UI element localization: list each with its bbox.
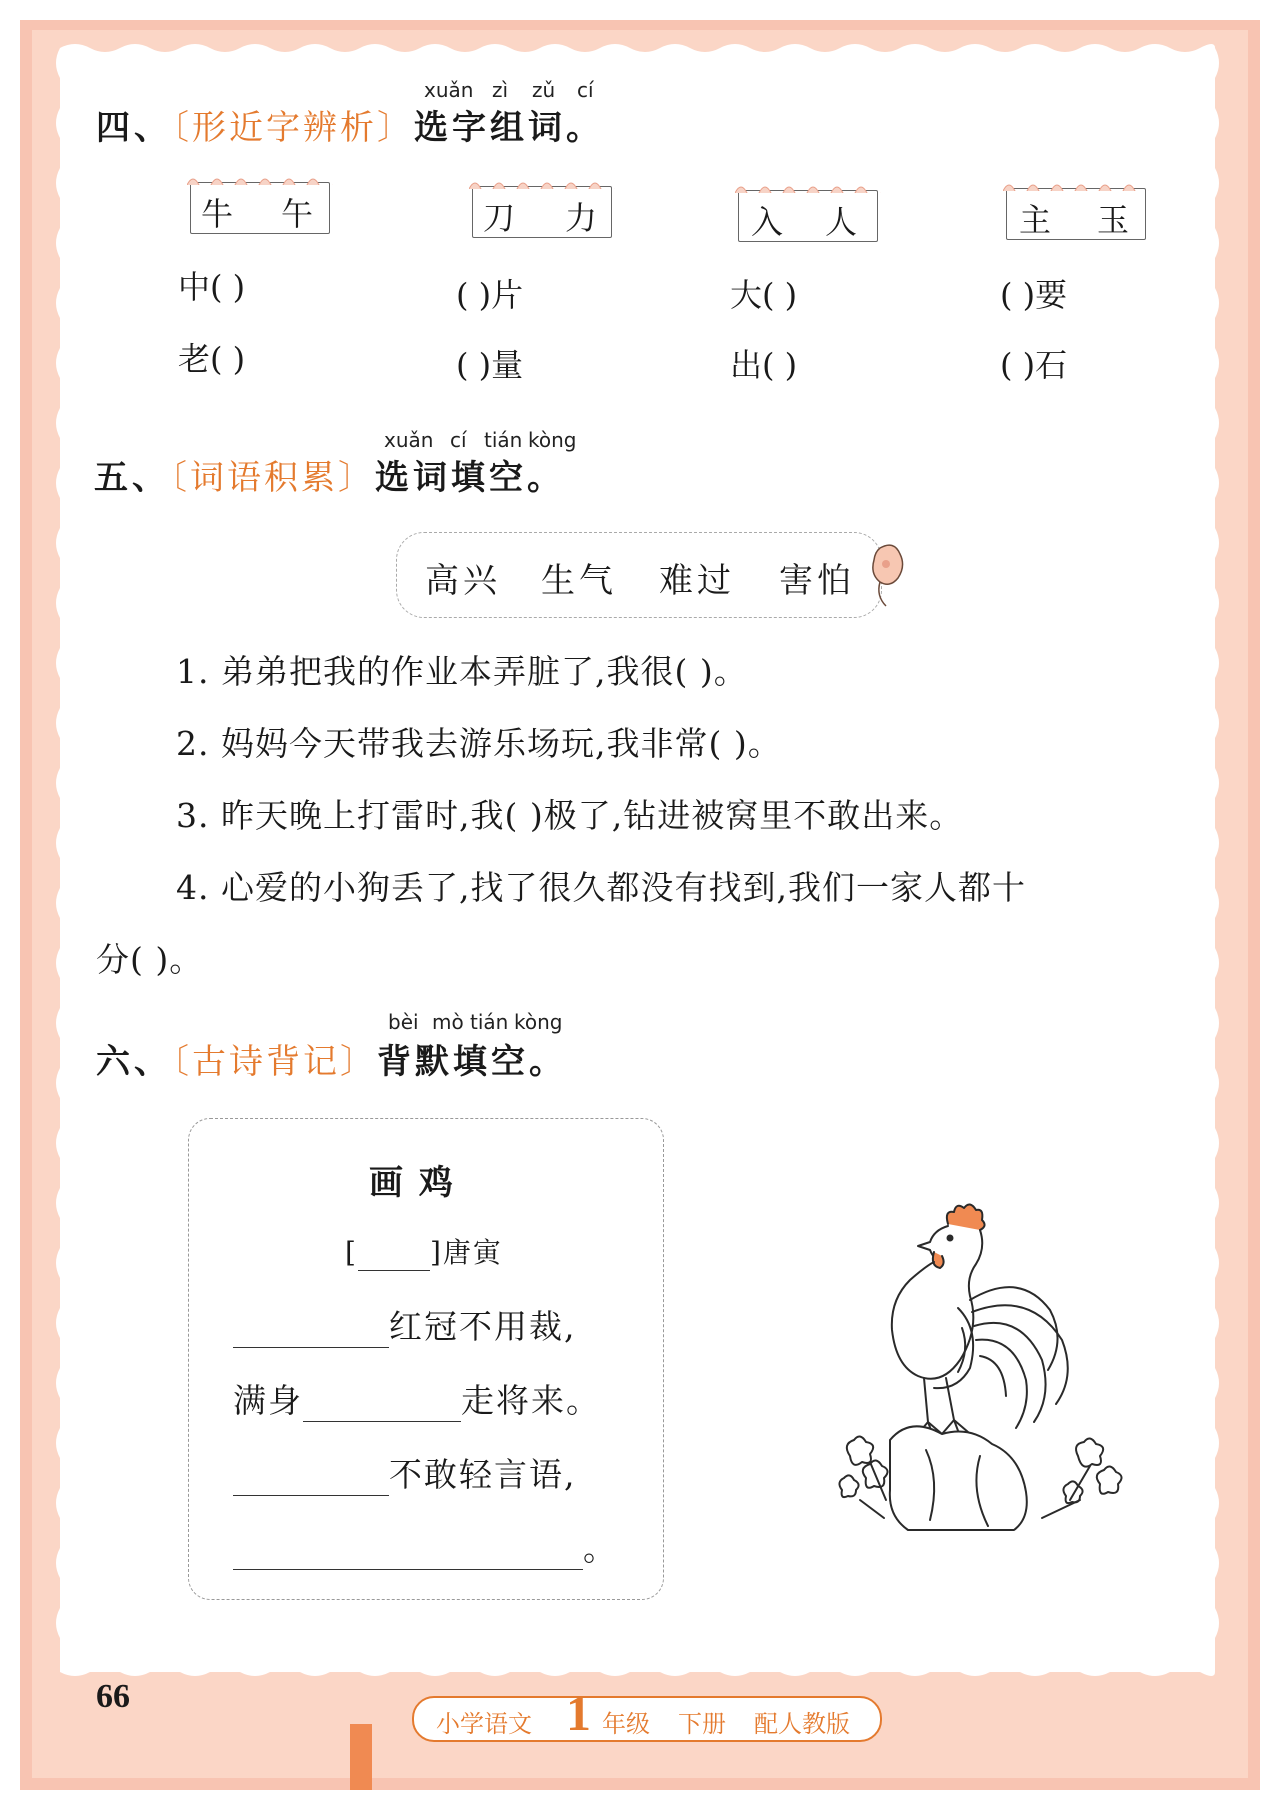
poem-line-2 [233, 1375, 601, 1422]
char-pair-box [738, 190, 878, 242]
footer-term: 下册 [678, 1710, 726, 1738]
sentence-3[interactable]: 3. 昨天晚上打雷时,我( )极了,钻进被窝里不敢出来。 [176, 796, 964, 835]
sentence-1[interactable]: 1. 弟弟把我的作业本弄脏了,我很( )。 [176, 652, 748, 691]
footer-grade-number: 1 [566, 1685, 591, 1741]
fill-blank-item[interactable]: ( )片 [456, 276, 524, 314]
word-option: 生气 [541, 561, 617, 601]
poem-card [188, 1118, 664, 1600]
sentence-4-cont[interactable]: 分( )。 [96, 940, 204, 979]
footer-edition: 配人教版 [754, 1710, 850, 1738]
section-tag: 〔词语积累〕 [170, 458, 375, 498]
word-option: 难过 [659, 561, 735, 601]
footer-grade: 年级 [602, 1710, 650, 1738]
section-tag: 〔形近字辨析〕 [172, 108, 414, 148]
section-tag: 〔古诗背记〕 [172, 1042, 377, 1082]
pinyin-syllable: zǔ [532, 78, 556, 102]
section-number: 四、 [96, 108, 172, 148]
fill-blank-item[interactable]: ( )石 [1000, 346, 1068, 384]
pinyin-syllable: cí [577, 78, 594, 102]
pinyin-syllable: mò [432, 1010, 464, 1034]
pinyin-syllable: zì [492, 78, 509, 102]
poem-text: 红冠不用裁, [389, 1307, 577, 1346]
rooster-illustration [830, 1200, 1150, 1540]
char-pair-box [1006, 188, 1146, 240]
poem-text: 不敢轻言语, [389, 1455, 577, 1494]
char-option: 入 [751, 203, 784, 241]
section-number: 五、 [94, 458, 170, 498]
char-option: 刀 [483, 199, 516, 237]
author-bracket-open: [ [345, 1236, 358, 1269]
word-option: 害怕 [779, 561, 855, 601]
section5-pinyin [384, 428, 604, 452]
word-bank [396, 532, 882, 618]
section-number: 六、 [96, 1042, 172, 1082]
section4-heading [96, 100, 604, 149]
char-option: 牛 [201, 195, 234, 233]
section6-heading [96, 1034, 567, 1083]
fill-blank-item[interactable]: 中( ) [178, 268, 246, 306]
section-title: 背默填空。 [377, 1042, 567, 1082]
poem-blank[interactable] [233, 1459, 389, 1496]
fill-blank-item[interactable]: 老( ) [178, 340, 246, 378]
char-option: 午 [281, 195, 314, 233]
fill-blank-item[interactable]: ( )要 [1000, 276, 1068, 314]
char-option: 力 [565, 199, 598, 237]
footer-badge [412, 1685, 882, 1742]
pinyin-syllable: tián [484, 428, 523, 452]
pinyin-syllable: kòng [528, 428, 577, 452]
poem-text: 走将来。 [461, 1381, 601, 1420]
footer-subject: 小学语文 [436, 1710, 532, 1738]
char-option: 主 [1019, 201, 1052, 239]
poem-text: 。 [583, 1529, 618, 1568]
dynasty-blank[interactable] [358, 1242, 430, 1271]
poem-blank[interactable] [233, 1533, 583, 1570]
fill-blank-item[interactable]: ( )量 [456, 346, 524, 384]
author-name: ]唐寅 [429, 1236, 503, 1269]
lace-trim-icon [735, 181, 881, 193]
section-title: 选词填空。 [375, 458, 565, 498]
section-title: 选字组词。 [414, 108, 604, 148]
section4-pinyin [424, 78, 624, 102]
page-number: 66 [96, 1678, 130, 1715]
char-option: 人 [825, 203, 858, 241]
section6-pinyin [388, 1010, 598, 1034]
lace-trim-icon [469, 177, 615, 189]
poem-line-4 [233, 1523, 618, 1570]
pinyin-syllable: bèi [388, 1010, 419, 1034]
lace-trim-icon [1003, 179, 1149, 191]
poem-blank[interactable] [303, 1385, 461, 1422]
sentence-4: 4. 心爱的小狗丢了,找了很久都没有找到,我们一家人都十 [176, 868, 1026, 907]
fill-blank-item[interactable]: 出( ) [730, 346, 798, 384]
poem-text: 满身 [233, 1381, 303, 1420]
fill-blank-item[interactable]: 大( ) [730, 276, 798, 314]
char-option: 玉 [1097, 201, 1130, 239]
pinyin-syllable: tián [470, 1010, 509, 1034]
char-pair-box [190, 182, 330, 234]
pinyin-syllable: xuǎn [424, 78, 474, 102]
pinyin-syllable: xuǎn [384, 428, 434, 452]
char-pair-box [472, 186, 612, 238]
poem-title: 画 鸡 [369, 1163, 455, 1203]
sentence-2[interactable]: 2. 妈妈今天带我去游乐场玩,我非常( )。 [176, 724, 782, 763]
flower-icon [866, 540, 908, 610]
pinyin-syllable: cí [450, 428, 467, 452]
section5-heading [94, 450, 565, 499]
poem-blank[interactable] [233, 1311, 389, 1348]
pinyin-syllable: kòng [514, 1010, 563, 1034]
lace-trim-icon [187, 173, 333, 185]
poem-author [345, 1231, 503, 1271]
word-option: 高兴 [425, 561, 501, 601]
poem-line-3 [233, 1449, 577, 1496]
poem-line-1 [233, 1301, 577, 1348]
